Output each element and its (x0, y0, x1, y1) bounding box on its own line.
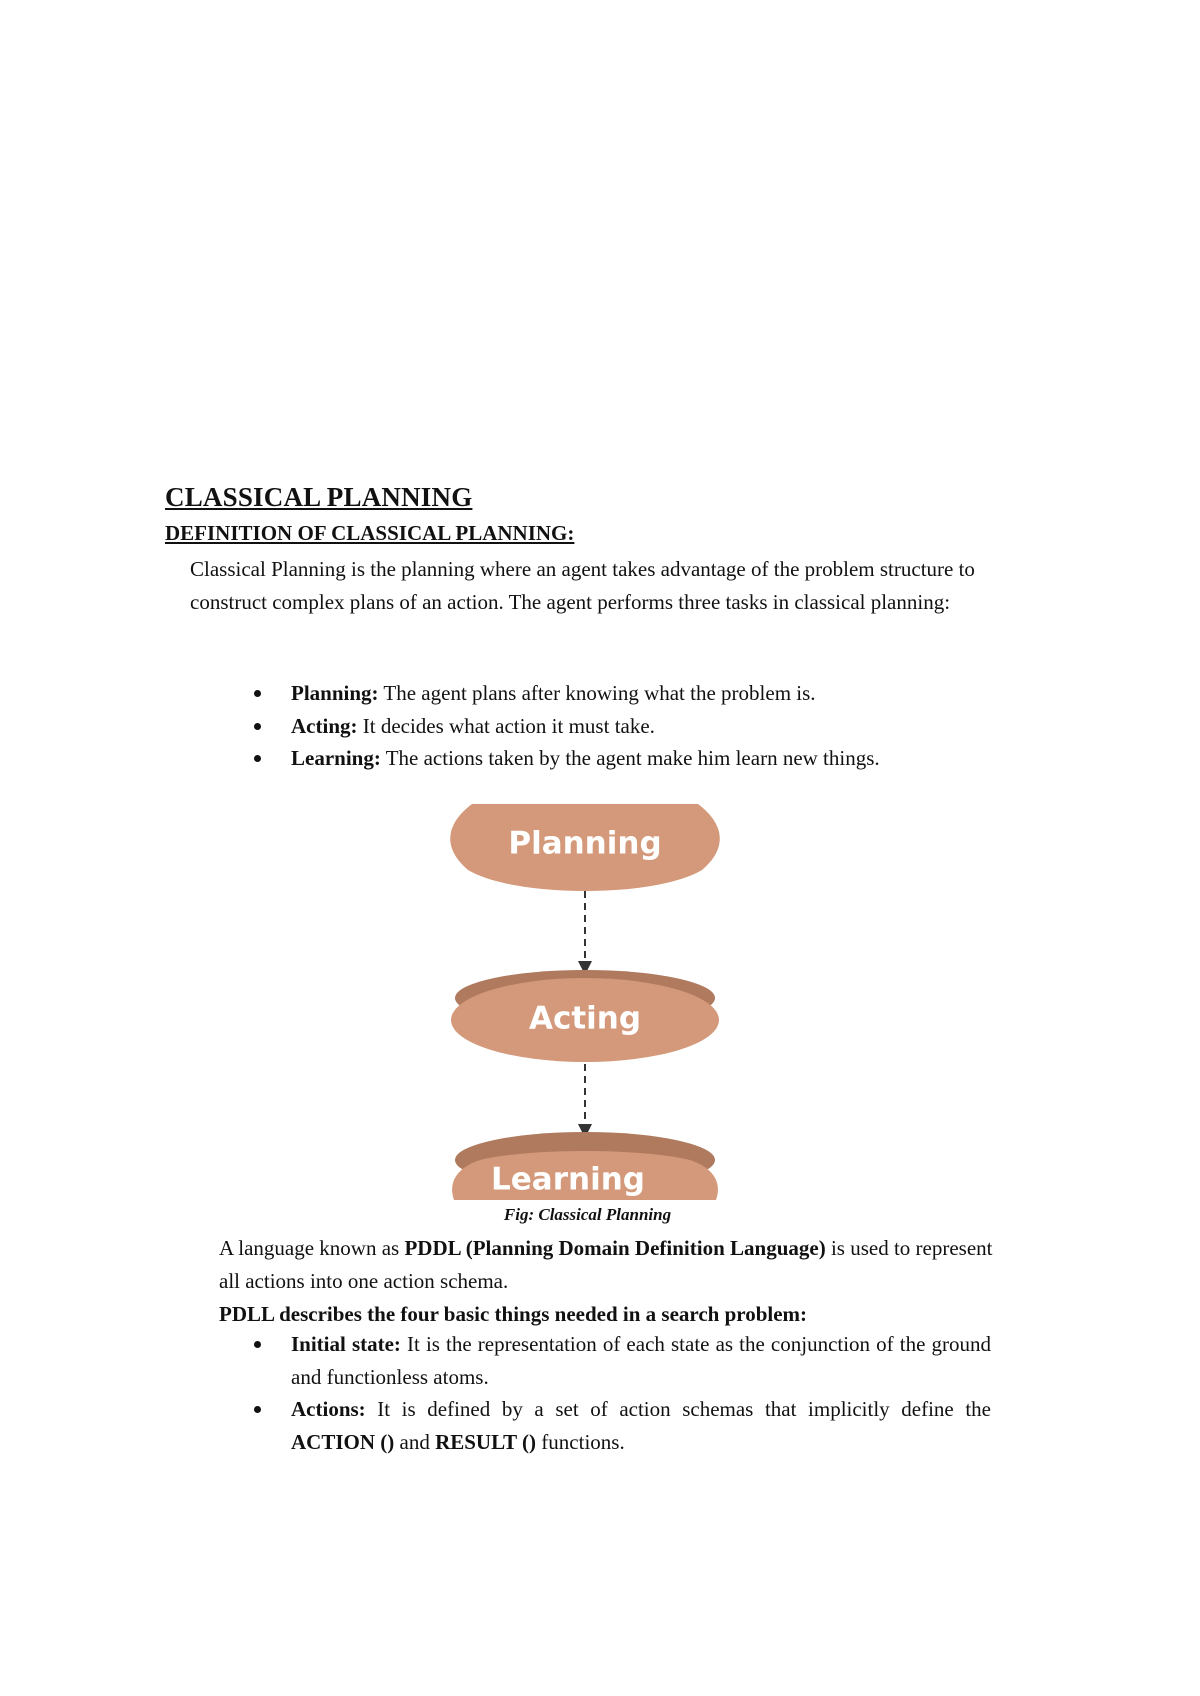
component-text: It is defined by a set of action schemas that implicitly define the (365, 1397, 991, 1421)
component-text: and (394, 1429, 436, 1454)
list-item (251, 1328, 991, 1393)
node-label-planning: Planning (508, 825, 662, 862)
component-term: Initial state: (291, 1332, 401, 1356)
action-keyword: ACTION () (291, 1429, 395, 1454)
task-text: The agent plans after knowing what the problem is. (378, 681, 816, 705)
diagram-node-learning (452, 1132, 718, 1200)
component-text: It is the representation of each state as the conjunction of the ground and functionless atoms. (291, 1332, 991, 1389)
intro-paragraph: Classical Planning is the planning where an agent takes advantage of the problem structure to construct complex plans of an action. The agent performs three tasks in classical planning: (190, 557, 975, 614)
pddl-post: is used to represent all actions into one action schema. (219, 1236, 993, 1293)
diagram-node-planning (450, 804, 720, 891)
pddl-acronym: PDDL (404, 1236, 461, 1260)
task-text: The actions taken by the agent make him learn new things. (380, 746, 880, 770)
list-item (251, 710, 880, 743)
pddl-paragraph (219, 1232, 999, 1297)
task-list (251, 677, 880, 775)
task-term: Acting: (291, 713, 358, 738)
section-heading: DEFINITION OF CLASSICAL PLANNING: (165, 521, 575, 545)
list-item (251, 1393, 991, 1458)
component-term: Actions: (291, 1397, 366, 1421)
node-label-acting: Acting (528, 1000, 642, 1037)
pddl-expansion: (Planning Domain Definition Language) (460, 1236, 826, 1260)
pddl-describes-heading: PDLL describes the four basic things needed in a search problem: (219, 1302, 808, 1326)
node-label-learning: Learning (491, 1161, 645, 1198)
pddl-pre: A language known as (219, 1236, 405, 1260)
task-term: Learning: (291, 746, 381, 770)
result-keyword: RESULT () (435, 1429, 537, 1454)
page-title: CLASSICAL PLANNING (165, 482, 473, 512)
component-text: functions. (536, 1429, 625, 1454)
figure-caption: Fig: Classical Planning (503, 1205, 672, 1224)
list-item (251, 742, 880, 775)
task-term: Planning: (291, 681, 379, 705)
diagram-node-acting (451, 970, 719, 1062)
list-item (251, 677, 880, 710)
task-text: It decides what action it must take. (357, 713, 655, 738)
classical-planning-diagram (440, 798, 730, 1200)
component-list (251, 1328, 991, 1458)
